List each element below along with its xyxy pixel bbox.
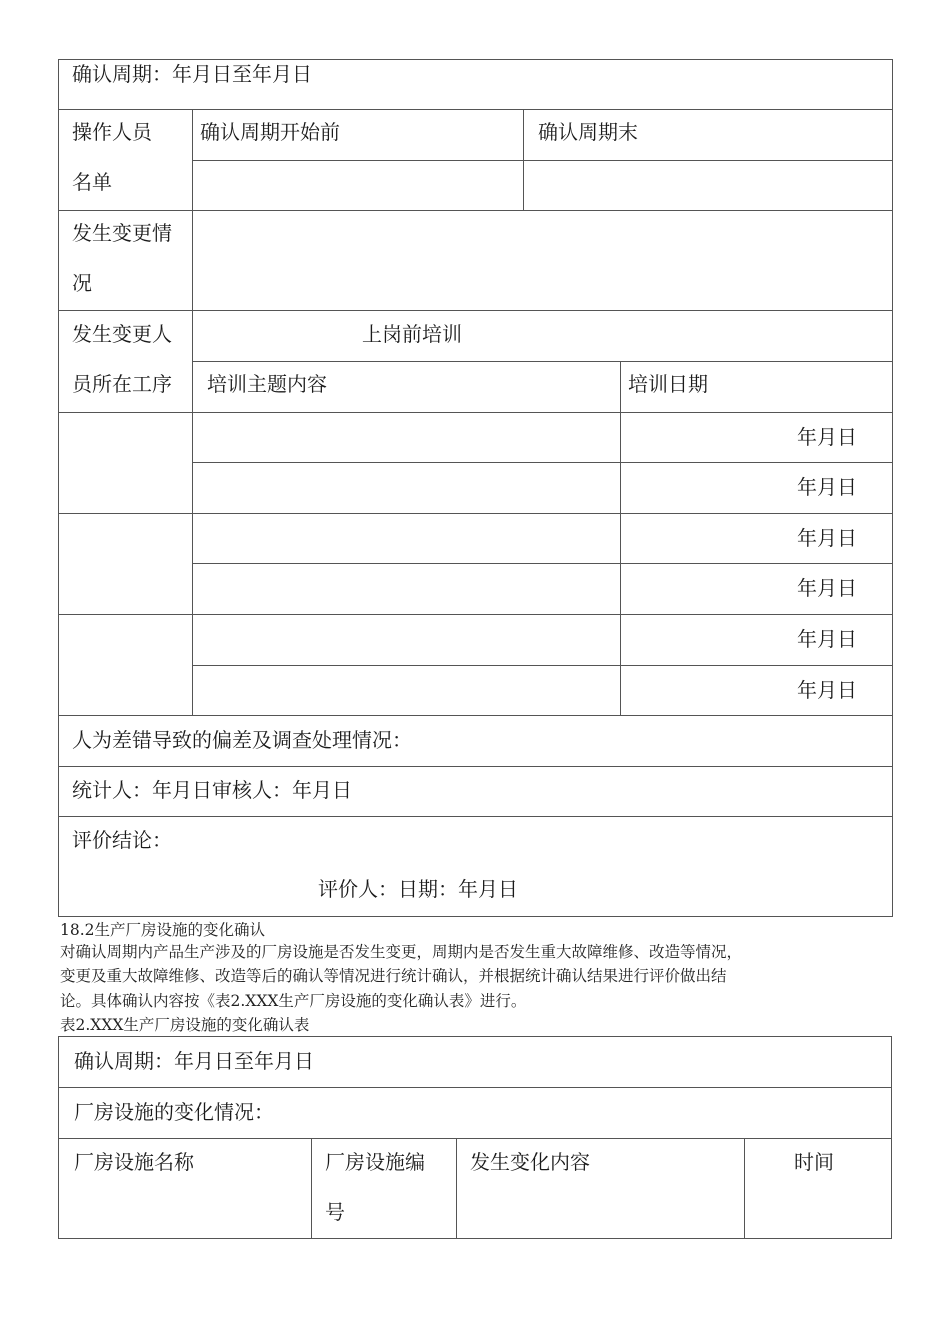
table-border xyxy=(891,1036,892,1239)
confirm-period-text: 确认周期：年月日至年月日 xyxy=(72,62,312,86)
training-date-cell: 年月日 xyxy=(797,627,857,651)
table-border xyxy=(193,462,893,463)
table-border xyxy=(456,1138,457,1239)
table-border xyxy=(193,361,893,362)
facility-name-header: 厂房设施名称 xyxy=(74,1150,194,1174)
evaluator-signoff: 评价人：日期：年月日 xyxy=(318,877,518,901)
table-border xyxy=(58,210,893,211)
table-border xyxy=(523,109,524,211)
training-date-cell: 年月日 xyxy=(797,475,857,499)
section-paragraph: 变更及重大故障维修、改造等后的确认等情况进行统计确认，并根据统计确认结果进行评价做出结 xyxy=(60,967,727,985)
table-border xyxy=(58,1138,892,1139)
table-border xyxy=(58,1036,59,1239)
table-border xyxy=(892,59,893,917)
training-topic-header: 培训主题内容 xyxy=(207,372,327,396)
table-border xyxy=(58,1087,892,1088)
section-paragraph: 对确认周期内产品生产涉及的厂房设施是否发生变更，周期内是否发生重大故障维修、改造等情况， xyxy=(60,943,743,961)
changed-personnel-label: 员所在工序 xyxy=(72,372,172,396)
time-header: 时间 xyxy=(794,1150,834,1174)
training-date-header: 培训日期 xyxy=(628,372,708,396)
table-border xyxy=(58,59,893,60)
facility-change-status: 厂房设施的变化情况： xyxy=(74,1100,274,1124)
change-status-label: 发生变更情 xyxy=(72,221,172,245)
period-end-header: 确认周期末 xyxy=(538,120,638,144)
training-title: 上岗前培训 xyxy=(362,322,462,346)
table-border xyxy=(58,109,893,110)
period-start-header: 确认周期开始前 xyxy=(200,120,340,144)
training-date-cell: 年月日 xyxy=(797,576,857,600)
training-date-cell: 年月日 xyxy=(797,678,857,702)
table-border xyxy=(58,1036,892,1037)
table-border xyxy=(620,361,621,716)
operator-list-label: 名单 xyxy=(72,170,112,194)
table-border xyxy=(58,310,893,311)
table-border xyxy=(58,412,893,413)
evaluation-conclusion: 评价结论： xyxy=(72,828,172,852)
section-paragraph: 论。具体确认内容按《表2.XXX生产厂房设施的变化确认表》进行。 xyxy=(60,992,527,1010)
table-border xyxy=(193,563,893,564)
facility-code-header: 号 xyxy=(325,1200,345,1224)
table-caption: 表2.XXX生产厂房设施的变化确认表 xyxy=(60,1016,310,1034)
change-status-label: 况 xyxy=(72,271,92,295)
table-border xyxy=(311,1138,312,1239)
table-border xyxy=(193,160,893,161)
training-date-cell: 年月日 xyxy=(797,526,857,550)
training-date-cell: 年月日 xyxy=(797,425,857,449)
table-border xyxy=(58,916,893,917)
deviation-text: 人为差错导致的偏差及调查处理情况： xyxy=(72,728,412,752)
table-border xyxy=(58,1238,892,1239)
table-border xyxy=(58,715,893,716)
table-border xyxy=(744,1138,745,1239)
table-border xyxy=(58,766,893,767)
operator-list-label: 操作人员 xyxy=(72,120,152,144)
changed-personnel-label: 发生变更人 xyxy=(72,322,172,346)
table-border xyxy=(58,59,59,917)
confirm-period-text: 确认周期：年月日至年月日 xyxy=(74,1049,314,1073)
change-content-header: 发生变化内容 xyxy=(470,1150,590,1174)
table-border xyxy=(193,665,893,666)
table-border xyxy=(58,513,893,514)
facility-code-header: 厂房设施编 xyxy=(325,1150,425,1174)
table-border xyxy=(58,614,893,615)
section-heading: 18.2生产厂房设施的变化确认 xyxy=(60,921,266,939)
table-border xyxy=(58,816,893,817)
table-border xyxy=(192,109,193,716)
statistics-signoff: 统计人：年月日审核人：年月日 xyxy=(72,778,352,802)
